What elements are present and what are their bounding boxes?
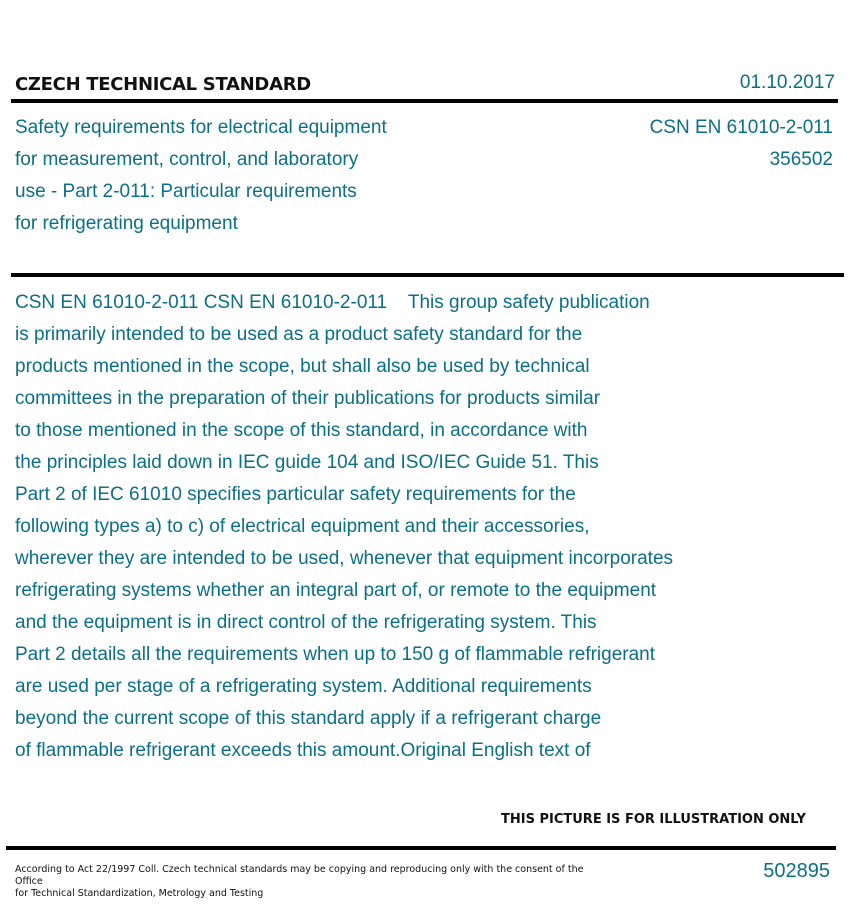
title-line: for measurement, control, and laboratory [15, 149, 359, 170]
body-line: beyond the current scope of this standard apply if a refrigerant charge [15, 708, 602, 729]
body-line: following types a) to c) of electrical equipment and their accessories, [15, 516, 590, 537]
abstract-text [15, 287, 805, 767]
body-line: products mentioned in the scope, but shall also be used by technical [15, 356, 590, 377]
legal-line: According to Act 22/1997 Coll. Czech technical standards may be copying and reproducing only with the consent of the Office [15, 864, 584, 887]
footer-divider [6, 846, 836, 850]
body-line: CSN EN 61010-2-011 CSN EN 61010-2-011 This group safety publication [15, 292, 650, 313]
legal-line: for Technical Standardization, Metrology and Testing [15, 888, 264, 899]
header-divider [11, 99, 838, 103]
title-line: Safety requirements for electrical equipment [15, 117, 387, 138]
publication-date: 01.10.2017 [739, 72, 835, 93]
title-divider [11, 273, 844, 277]
legal-notice [15, 864, 585, 900]
body-line: is primarily intended to be used as a product safety standard for the [15, 324, 583, 345]
illustration-note: THIS PICTURE IS FOR ILLUSTRATION ONLY [501, 812, 806, 827]
title-line: for refrigerating equipment [15, 213, 238, 234]
document-number: 502895 [763, 860, 830, 882]
standard-class-number: 356502 [769, 149, 833, 170]
body-line: are used per stage of a refrigerating system. Additional requirements [15, 676, 592, 697]
header-label: CZECH TECHNICAL STANDARD [15, 74, 311, 95]
body-line: of flammable refrigerant exceeds this amount.Original English text of [15, 740, 591, 761]
body-line: to those mentioned in the scope of this standard, in accordance with [15, 420, 588, 441]
body-line: Part 2 details all the requirements when up to 150 g of flammable refrigerant [15, 644, 656, 665]
body-line: wherever they are intended to be used, whenever that equipment incorporates [15, 548, 674, 569]
body-line: Part 2 of IEC 61010 specifies particular safety requirements for the [15, 484, 576, 505]
body-line: refrigerating systems whether an integral part of, or remote to the equipment [15, 580, 657, 601]
body-line: the principles laid down in IEC guide 104 and ISO/IEC Guide 51. This [15, 452, 599, 473]
title-line: use - Part 2-011: Particular requirements [15, 181, 357, 202]
body-line: committees in the preparation of their publications for products similar [15, 388, 601, 409]
body-line: and the equipment is in direct control of the refrigerating system. This [15, 612, 597, 633]
standard-code: CSN EN 61010-2-011 [649, 117, 833, 138]
